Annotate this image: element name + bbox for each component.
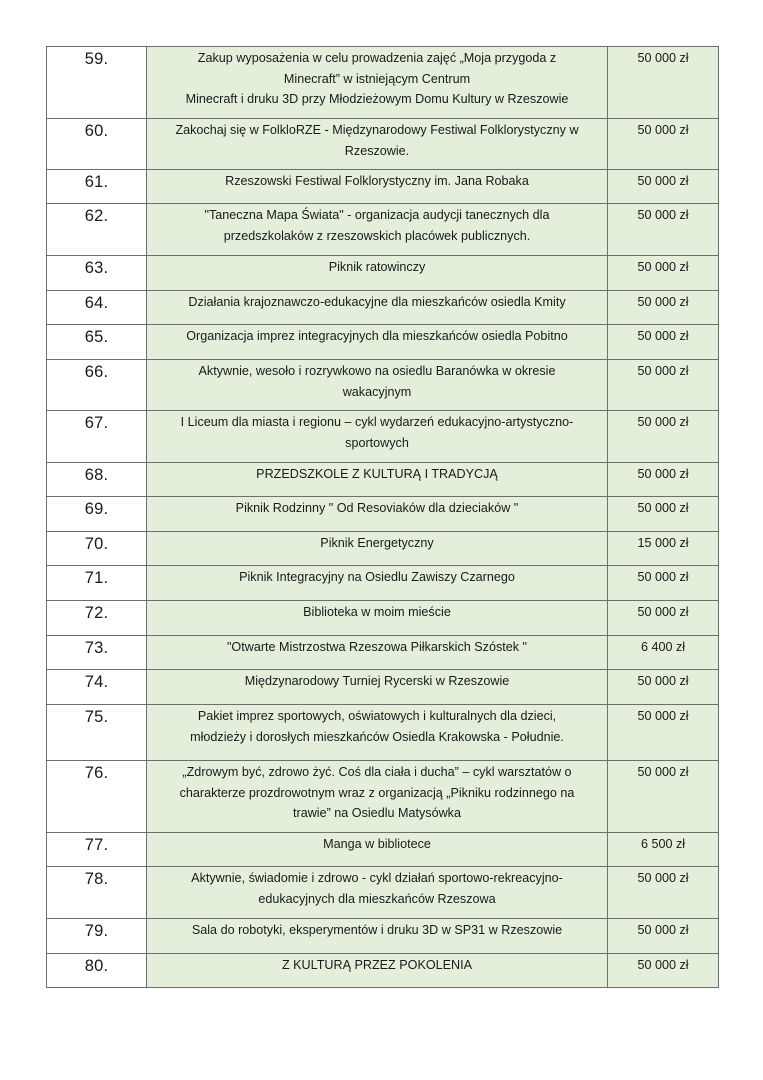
description-line: trawie” na Osiedlu Matysówka (293, 806, 461, 820)
table-row (47, 670, 719, 705)
row-number: 62. (47, 204, 147, 256)
project-description (147, 954, 608, 988)
description-line: Z KULTURĄ PRZEZ POKOLENIA (281, 958, 473, 972)
row-number: 63. (47, 256, 147, 291)
description-line: I Liceum dla miasta i regionu – cykl wydarzeń edukacyjno-artystyczno- (180, 415, 574, 429)
description-line: Rzeszowie. (344, 143, 410, 158)
project-description (147, 325, 608, 360)
description-line: edukacyjnych dla mieszkańców Rzeszowa (258, 891, 496, 906)
row-number: 60. (47, 119, 147, 170)
table-row (47, 204, 719, 256)
project-description (147, 463, 608, 497)
project-amount: 50 000 zł (608, 325, 719, 360)
table-row (47, 867, 719, 919)
project-amount: 15 000 zł (608, 532, 719, 566)
project-description (147, 47, 608, 119)
project-amount: 50 000 zł (608, 463, 719, 497)
description-line: Zakup wyposażenia w celu prowadzenia zajęć „Moja przygoda z (197, 51, 557, 65)
row-number: 78. (47, 867, 147, 919)
description-line: „Zdrowym być, zdrowo żyć. Coś dla ciała i ducha” – cykl warsztatów o (182, 765, 572, 779)
row-number: 67. (47, 411, 147, 463)
table-row (47, 463, 719, 497)
project-description (147, 204, 608, 256)
project-description (147, 532, 608, 566)
table-row (47, 47, 719, 119)
project-amount: 50 000 zł (608, 919, 719, 954)
table-row (47, 291, 719, 325)
row-number: 77. (47, 833, 147, 867)
project-description (147, 256, 608, 291)
description-line: Organizacja imprez integracyjnych dla mieszkańców osiedla Pobitno (186, 329, 568, 343)
table-row (47, 705, 719, 761)
description-line: Międzynarodowy Turniej Rycerski w Rzeszowie (244, 674, 510, 688)
description-line: Pakiet imprez sportowych, oświatowych i kulturalnych dla dzieci, (197, 709, 557, 723)
project-description (147, 566, 608, 601)
project-amount: 50 000 zł (608, 705, 719, 761)
description-line: Piknik ratowinczy (328, 260, 426, 274)
projects-table-body (47, 47, 719, 988)
row-number: 79. (47, 919, 147, 954)
project-amount: 50 000 zł (608, 204, 719, 256)
project-description (147, 636, 608, 670)
project-amount: 50 000 zł (608, 360, 719, 411)
description-line: Zakochaj się w FolkloRZE - Międzynarodowy Festiwal Folklorystyczny w (175, 123, 579, 137)
table-row (47, 636, 719, 670)
row-number: 61. (47, 170, 147, 204)
project-amount: 50 000 zł (608, 47, 719, 119)
description-line: charakterze prozdrowotnym wraz z organizacją „Pikniku rodzinnego na (179, 785, 575, 800)
description-line: wakacyjnym (342, 384, 412, 399)
project-amount: 50 000 zł (608, 867, 719, 919)
project-description (147, 670, 608, 705)
row-number: 80. (47, 954, 147, 988)
row-number: 65. (47, 325, 147, 360)
row-number: 76. (47, 761, 147, 833)
table-row (47, 601, 719, 636)
description-line: Minecraft” w istniejącym Centrum (283, 71, 471, 86)
description-line: Działania krajoznawczo-edukacyjne dla mieszkańców osiedla Kmity (188, 295, 566, 309)
project-amount: 6 400 zł (608, 636, 719, 670)
project-description (147, 119, 608, 170)
description-line: sportowych (345, 435, 409, 450)
project-description (147, 291, 608, 325)
project-amount: 50 000 zł (608, 601, 719, 636)
row-number: 70. (47, 532, 147, 566)
project-description (147, 601, 608, 636)
row-number: 75. (47, 705, 147, 761)
table-row (47, 170, 719, 204)
project-description (147, 170, 608, 204)
table-row (47, 256, 719, 291)
description-line: Biblioteka w moim mieście (303, 605, 451, 619)
row-number: 59. (47, 47, 147, 119)
project-description (147, 705, 608, 761)
description-line: Sala do robotyki, eksperymentów i druku 3D w SP31 w Rzeszowie (191, 923, 563, 937)
table-row (47, 119, 719, 170)
row-number: 73. (47, 636, 147, 670)
row-number: 68. (47, 463, 147, 497)
description-line: Piknik Energetyczny (320, 536, 434, 550)
description-line: PRZEDSZKOLE Z KULTURĄ I TRADYCJĄ (256, 467, 498, 481)
row-number: 66. (47, 360, 147, 411)
project-description (147, 411, 608, 463)
table-row (47, 325, 719, 360)
description-line: Aktywnie, wesoło i rozrywkowo na osiedlu Baranówka w okresie (198, 364, 556, 378)
description-line: "Taneczna Mapa Świata" - organizacja audycji tanecznych dla (204, 208, 550, 222)
project-amount: 50 000 zł (608, 256, 719, 291)
table-row (47, 411, 719, 463)
project-description (147, 833, 608, 867)
description-line: Piknik Rodzinny " Od Resoviaków dla dzieciaków " (235, 501, 519, 515)
project-description (147, 761, 608, 833)
projects-table (46, 46, 719, 988)
description-line: Aktywnie, świadomie i zdrowo - cykl działań sportowo-rekreacyjno- (191, 871, 563, 885)
table-row (47, 497, 719, 532)
description-line: przedszkolaków z rzeszowskich placówek publicznych. (223, 228, 531, 243)
row-number: 74. (47, 670, 147, 705)
table-row (47, 532, 719, 566)
table-row (47, 919, 719, 954)
table-row (47, 360, 719, 411)
project-description (147, 867, 608, 919)
description-line: Piknik Integracyjny na Osiedlu Zawiszy Czarnego (239, 570, 515, 584)
project-amount: 50 000 zł (608, 411, 719, 463)
row-number: 64. (47, 291, 147, 325)
description-line: Manga w bibliotece (323, 837, 431, 851)
project-description (147, 497, 608, 532)
project-amount: 50 000 zł (608, 954, 719, 988)
project-amount: 6 500 zł (608, 833, 719, 867)
row-number: 71. (47, 566, 147, 601)
table-row (47, 566, 719, 601)
project-description (147, 360, 608, 411)
project-amount: 50 000 zł (608, 497, 719, 532)
project-amount: 50 000 zł (608, 670, 719, 705)
table-row (47, 954, 719, 988)
description-line: Rzeszowski Festiwal Folklorystyczny im. Jana Robaka (225, 174, 529, 188)
description-line: młodzieży i dorosłych mieszkańców Osiedla Krakowska - Południe. (190, 729, 564, 744)
description-line: Minecraft i druku 3D przy Młodzieżowym Domu Kultury w Rzeszowie (185, 92, 569, 106)
project-amount: 50 000 zł (608, 170, 719, 204)
row-number: 72. (47, 601, 147, 636)
project-description (147, 919, 608, 954)
description-line: "Otwarte Mistrzostwa Rzeszowa Piłkarskich Szóstek " (226, 640, 528, 654)
project-amount: 50 000 zł (608, 566, 719, 601)
project-amount: 50 000 zł (608, 761, 719, 833)
row-number: 69. (47, 497, 147, 532)
table-row (47, 833, 719, 867)
project-amount: 50 000 zł (608, 291, 719, 325)
table-row (47, 761, 719, 833)
project-amount: 50 000 zł (608, 119, 719, 170)
